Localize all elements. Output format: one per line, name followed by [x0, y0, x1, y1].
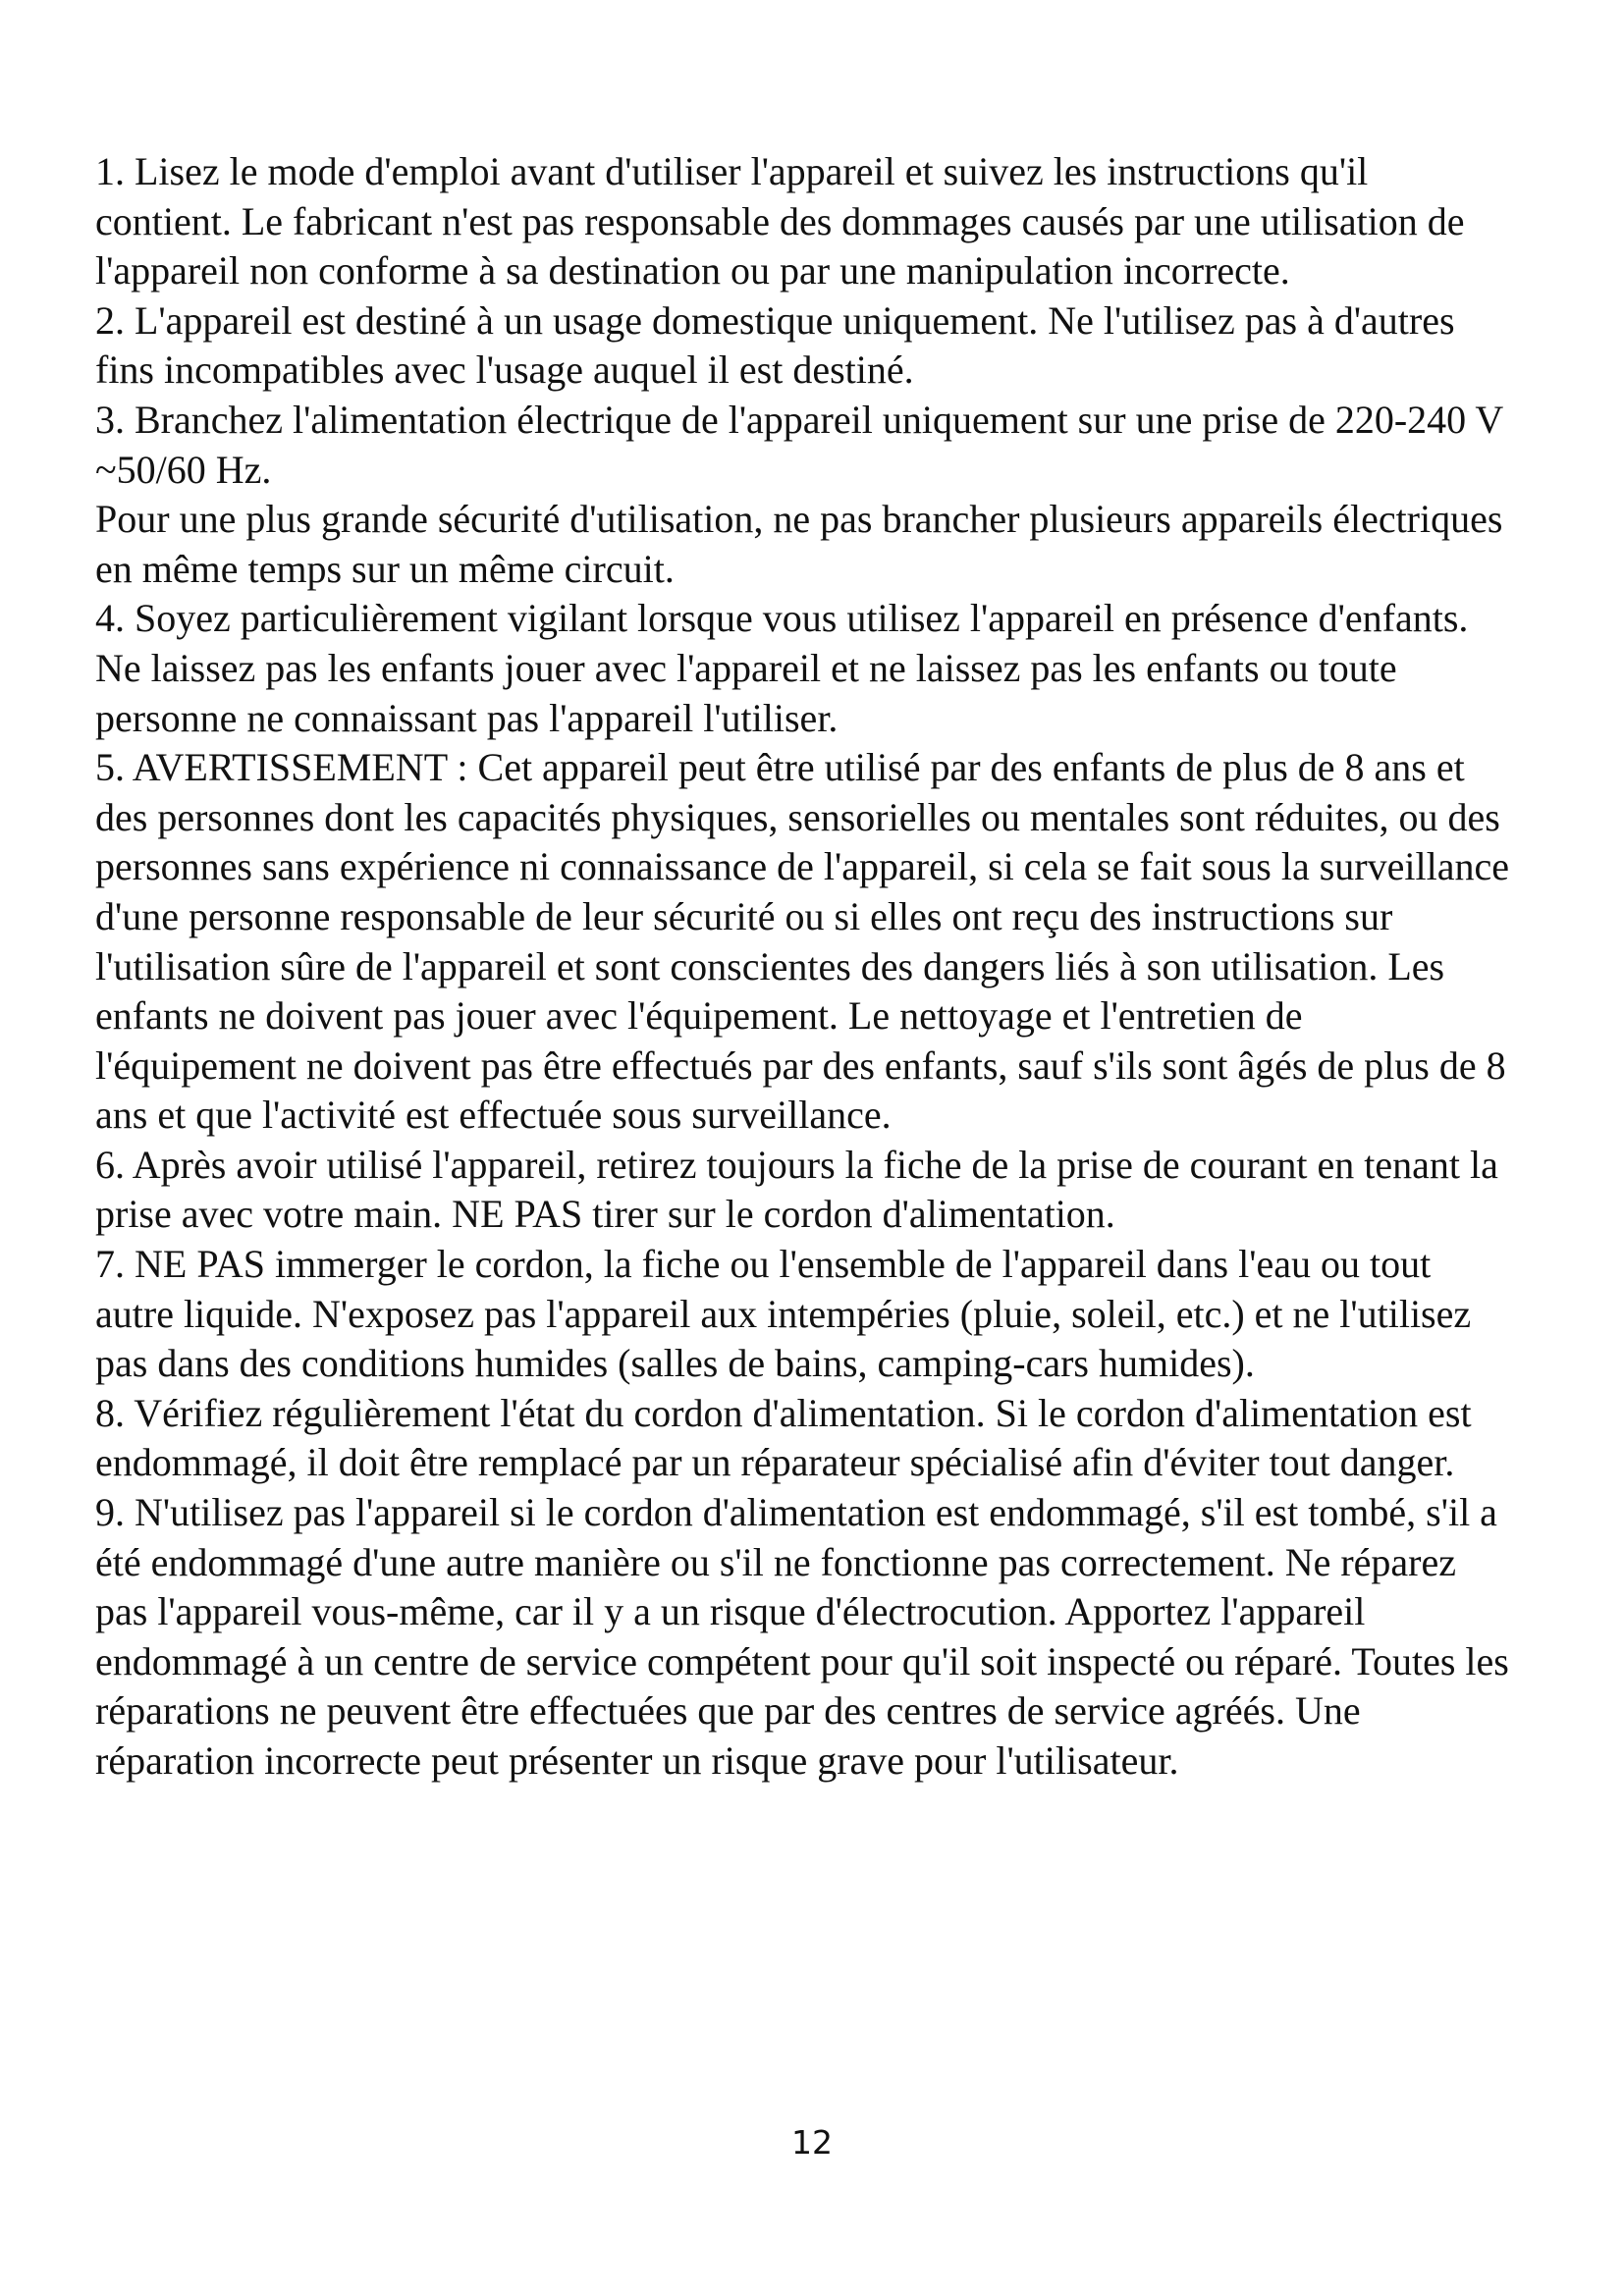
- instruction-5-warning: 5. AVERTISSEMENT : Cet appareil peut être utilisé par des enfants de plus de 8 ans et des personnes dont les capacités physiques, sensorielles ou mentales sont réduites, ou des personnes sans expérience ni connaissance de l'appareil, si cela se fait sous la surveillance d'une personne responsable de leur sécurité ou si elles ont reçu des instructions sur l'utilisation sûre de l'appareil et sont conscientes des dangers liés à son utilisation. Les enfants ne doivent pas jouer avec l'équipement. Le nettoyage et l'entretien de l'équipement ne doivent pas être effectués par des enfants, sauf s'ils sont âgés de plus de 8 ans et que l'activité est effectuée sous surveillance.: [95, 745, 1509, 1138]
- instruction-8: 8. Vérifiez régulièrement l'état du cordon d'alimentation. Si le cordon d'alimentation est endommagé, il doit être remplacé par un réparateur spécialisé afin d'éviter tout danger.: [95, 1390, 1472, 1485]
- instruction-2: 2. L'appareil est destiné à un usage domestique uniquement. Ne l'utilisez pas à d'autres fins incompatibles avec l'usage auquel il est destiné.: [95, 297, 1455, 393]
- instruction-7: 7. NE PAS immerger le cordon, la fiche ou l'ensemble de l'appareil dans l'eau ou tout autre liquide. N'exposez pas l'appareil aux intempéries (pluie, soleil, etc.) et ne l'utilisez pas dans des conditions humides (salles de bains, camping-cars humides).: [95, 1242, 1472, 1386]
- instruction-1: 1. Lisez le mode d'emploi avant d'utiliser l'appareil et suivez les instructions qu'il contient. Le fabricant n'est pas responsable des dommages causés par une utilisation de l'appareil non conforme à sa destination ou par une manipulation incorrecte.: [95, 149, 1465, 294]
- instruction-3: 3. Branchez l'alimentation électrique de l'appareil uniquement sur une prise de 220-240 V ~50/60 Hz.: [95, 397, 1503, 492]
- page-number: 12: [791, 2123, 833, 2162]
- instruction-9: 9. N'utilisez pas l'appareil si le cordon d'alimentation est endommagé, s'il est tombé, s'il a été endommagé d'une autre manière ou s'il ne fonctionne pas correctement. Ne réparez pas l'appareil vous-même, car il y a un risque d'électrocution. Apportez l'appareil endommagé à un centre de service compétent pour qu'il soit inspecté ou réparé. Toutes les réparations ne peuvent être effectuées que par des centres de service agréés. Une réparation incorrecte peut présenter un risque grave pour l'utilisateur.: [95, 1490, 1509, 1783]
- safety-note: Pour une plus grande sécurité d'utilisation, ne pas brancher plusieurs appareils électriques en même temps sur un même circuit.: [95, 497, 1503, 591]
- instruction-4: 4. Soyez particulièrement vigilant lorsque vous utilisez l'appareil en présence d'enfants. Ne laissez pas les enfants jouer avec l'appareil et ne laissez pas les enfants ou toute personne ne connaissant pas l'appareil l'utiliser.: [95, 596, 1469, 740]
- instruction-6: 6. Après avoir utilisé l'appareil, retirez toujours la fiche de la prise de courant en tenant la prise avec votre main. NE PAS tirer sur le cordon d'alimentation.: [95, 1142, 1498, 1237]
- document-body: [95, 147, 1509, 1787]
